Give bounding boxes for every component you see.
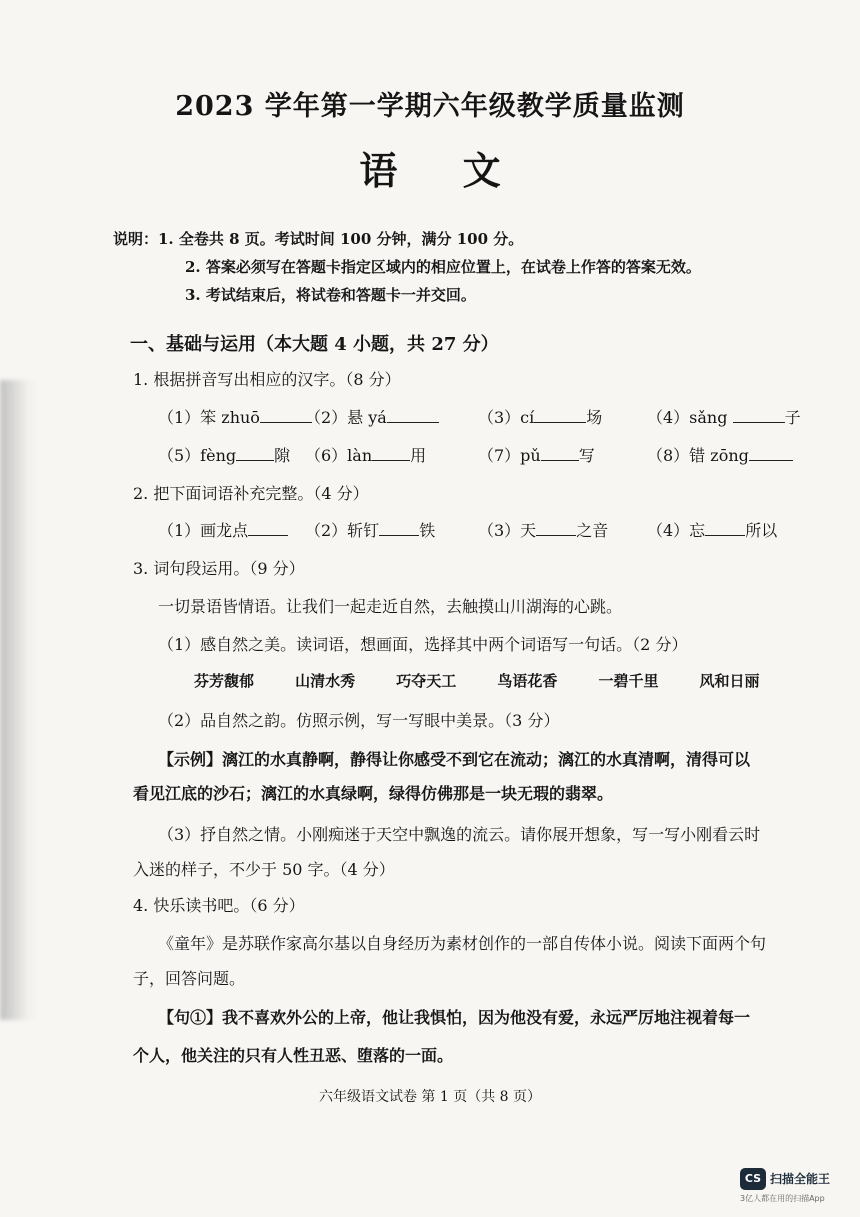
- answer-blank: [705, 521, 745, 536]
- q1-item-1: （1）笨 zhuō: [158, 405, 312, 428]
- exam-subject: 语 文: [359, 148, 527, 193]
- scanner-logo-icon: CS: [740, 1168, 766, 1190]
- answer-blank: [387, 408, 439, 423]
- scanner-app-name: 扫描全能王: [770, 1172, 831, 1186]
- q4-sentence-line-2: 个人，他关注的只有人性丑恶、堕落的一面。: [133, 1046, 454, 1065]
- q3-intro: 一切景语皆情语。让我们一起走近自然，去触摸山川湖海的心跳。: [158, 597, 623, 616]
- q1-item-7: （7）pǔ 写: [478, 446, 595, 465]
- q1-item-6: （6）làn 用: [305, 446, 427, 465]
- q4-intro-line-2: 子，回答问题。: [133, 969, 246, 988]
- q2-item-4: （4）忘 所以: [647, 521, 778, 540]
- q3-word-list: [194, 670, 796, 691]
- word-3: 巧夺天工: [396, 672, 457, 690]
- word-2: 山清水秀: [295, 672, 356, 690]
- q3-example-line-2: 看见江底的沙石；漓江的水真绿啊，绿得仿佛那是一块无瑕的翡翠。: [133, 784, 614, 803]
- q1-stem: 1. 根据拼音写出相应的汉字。（8 分）: [133, 370, 401, 389]
- q4-intro-line-1: 《童年》是苏联作家高尔基以自身经历为素材创作的一部自传体小说。阅读下面两个句: [158, 934, 767, 953]
- q3-part-3-line-1: （3）抒自然之情。小刚痴迷于天空中飘逸的流云。请你展开想象，写一写小刚看云时: [158, 825, 761, 844]
- note-1: 说明：1. 全卷共 8 页。考试时间 100 分钟，满分 100 分。: [113, 230, 524, 248]
- q3-example-line-1: 【示例】漓江的水真静啊，静得让你感受不到它在流动；漓江的水真清啊，清得可以: [158, 750, 751, 769]
- q4-sentence-line-1: 【句①】我不喜欢外公的上帝，他让我惧怕，因为他没有爱，永远严厉地注视着每一: [158, 1008, 751, 1027]
- scanner-slogan: 3亿人都在用的扫描App: [740, 1194, 825, 1203]
- answer-blank: [541, 446, 579, 461]
- q1-item-5: （5）fèng 隙: [158, 446, 291, 465]
- note-3: 3. 考试结束后，将试卷和答题卡一并交回。: [185, 286, 476, 304]
- word-6: 风和日丽: [699, 672, 760, 690]
- q3-part-1: （1）感自然之美。读词语，想画面，选择其中两个词语写一句话。（2 分）: [158, 635, 688, 654]
- q2-item-1: （1）画龙点: [158, 518, 288, 541]
- q3-part-3-line-2: 入迷的样子，不少于 50 字。（4 分）: [133, 860, 395, 879]
- q2-stem: 2. 把下面词语补充完整。（4 分）: [133, 484, 369, 503]
- answer-blank: [236, 446, 274, 461]
- word-5: 一碧千里: [598, 672, 659, 690]
- answer-blank: [733, 408, 785, 423]
- scan-shadow: [0, 380, 38, 1020]
- answer-blank: [534, 408, 586, 423]
- q2-item-2: （2）斩钉 铁: [305, 521, 436, 540]
- scanner-watermark: [740, 1168, 850, 1208]
- q1-item-8: （8）错 zōng: [647, 443, 793, 466]
- answer-blank: [248, 521, 288, 536]
- exam-title: 2023 学年第一学期六年级教学质量监测: [175, 91, 685, 122]
- q1-item-2: （2）悬 yá: [305, 405, 439, 428]
- answer-blank: [372, 446, 410, 461]
- q1-item-3: （3）cí 场: [478, 408, 603, 427]
- answer-blank: [749, 446, 793, 461]
- page-footer: 六年级语文试卷 第 1 页（共 8 页）: [318, 1089, 542, 1105]
- section-heading: 一、基础与运用（本大题 4 小题，共 27 分）: [130, 334, 499, 355]
- word-1: 芬芳馥郁: [194, 672, 255, 690]
- q3-stem: 3. 词句段运用。（9 分）: [133, 559, 305, 578]
- answer-blank: [379, 521, 419, 536]
- note-2: 2. 答案必须写在答题卡指定区域内的相应位置上，在试卷上作答的答案无效。: [185, 258, 701, 276]
- q2-item-3: （3）天 之音: [478, 521, 609, 540]
- q4-stem: 4. 快乐读书吧。（6 分）: [133, 896, 305, 915]
- q1-item-4: （4）sǎng 子: [647, 408, 801, 427]
- q3-part-2: （2）品自然之韵。仿照示例，写一写眼中美景。（3 分）: [158, 711, 560, 730]
- answer-blank: [536, 521, 576, 536]
- word-4: 鸟语花香: [497, 672, 558, 690]
